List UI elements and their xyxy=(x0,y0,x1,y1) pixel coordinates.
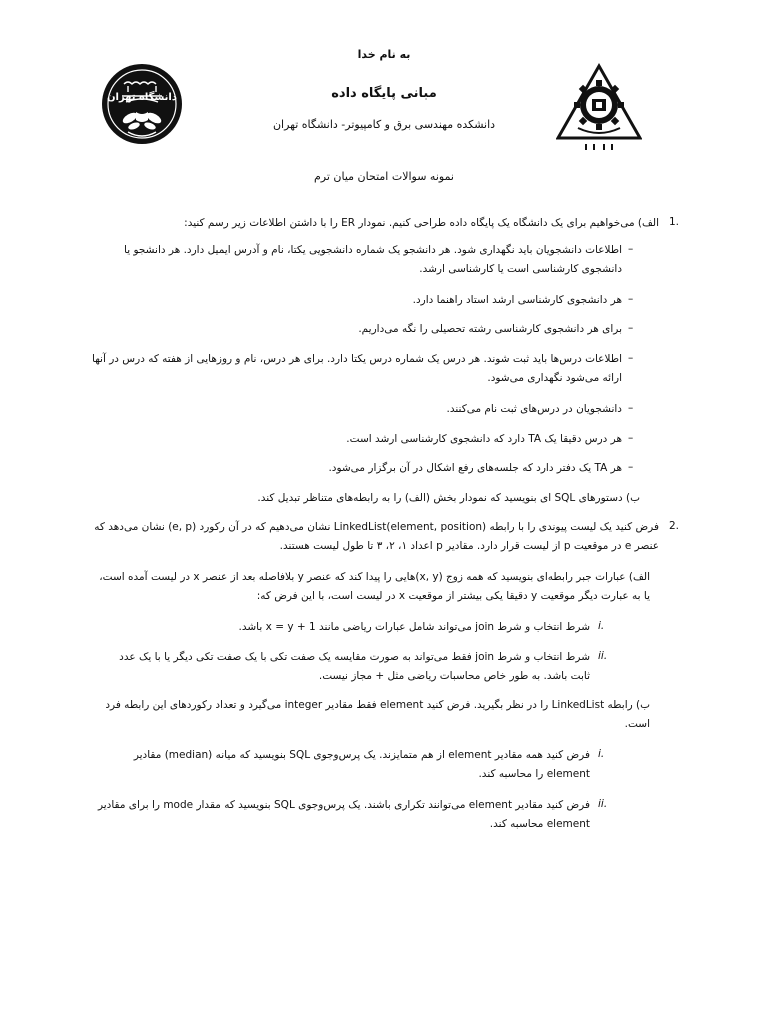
question-2-intro: فرض کنید یک لیست پیوندی را با رابطه LinkedList(element, position) نشان می‌دهیم که در آن رکورد (e, p) نشان می‌دهد که عنصر e در موقعیت p از لیست قرار دارد. مقادیر p اعداد ۱، ۲، ۳ تا طول لیست هستند. xyxy=(94,521,659,552)
q1-item-2: هر دانشجوی کارشناسی ارشد استاد راهنما دارد. xyxy=(412,294,622,306)
q1-item-5: دانشجویان در درس‌های ثبت نام می‌کنند. xyxy=(446,403,622,415)
bullet-dash: – xyxy=(628,322,634,334)
bullet-dash: – xyxy=(628,402,634,414)
q2-a-item-1-label: i. xyxy=(598,620,605,632)
seal-text: دانشگاه تهران xyxy=(107,92,177,103)
q2-part-b: ب) رابطه LinkedList را در نظر بگیرید. فرض کنید element فقط مقادیر integer می‌گیرد و تعداد رکوردهای این رابطه فرد است. xyxy=(105,699,650,730)
basmala-heading: به نام خدا xyxy=(357,48,411,61)
q2-part-a: الف) عبارات جبر رابطه‌ای بنویسید که همه زوج (x, y)هایی را پیدا کند که عنصر y بلافاصله بعد از عنصر x در لیست آمده است، یا به عبارت دیگر موقعیت y دقیقا یکی بیشتر از موقعیت x در لیست است، با این فرض که: xyxy=(99,571,650,602)
question-2-number: 2. xyxy=(669,520,680,532)
bullet-dash: – xyxy=(628,243,634,255)
q1-item-1: اطلاعات دانشجویان باید نگهداری شود. هر دانشجو یک شماره دانشجویی یکتا، نام و آدرس ایمیل دارد. هر دانشجو یا دانشجوی کارشناسی است یا کارشناسی ارشد. xyxy=(124,244,622,275)
q1-item-7: هر TA یک دفتر دارد که جلسه‌های رفع اشکال در آن برگزار می‌شود. xyxy=(328,462,622,474)
q1-item-3: برای هر دانشجوی کارشناسی رشته تحصیلی را نگه می‌داریم. xyxy=(358,323,622,335)
q2-a-item-2-text: شرط انتخاب و شرط join فقط می‌تواند به صورت مقایسه یک صفت تکی با یک صفت تکی دیگر یا با یک عدد ثابت باشد. به طور خاص محاسبات ریاضی مثل + مجاز نیست. xyxy=(119,651,590,682)
faculty-name: دانشکده مهندسی برق و کامپیوتر- دانشگاه تهران xyxy=(272,118,496,131)
q1-item-6: هر درس دقیقا یک TA دارد که دانشجوی کارشناسی ارشد است. xyxy=(346,433,622,445)
question-1-intro: الف) می‌خواهیم برای یک دانشگاه یک پایگاه داده طراحی کنیم. نمودار ER را با داشتن اطلاعات زیر رسم کنید: xyxy=(184,217,659,229)
engineering-gear-logo xyxy=(556,62,642,152)
q2-b-item-2-label: ii. xyxy=(598,798,608,810)
q1-part-b: ب) دستورهای SQL ای بنویسید که نمودار بخش (الف) را به رابطه‌های متناظر تبدیل کند. xyxy=(257,492,640,504)
university-seal-logo xyxy=(100,62,184,146)
q1-item-4: اطلاعات درس‌ها باید ثبت شوند. هر درس یک شماره درس یکتا دارد. برای هر درس، نام و روزهایی از هفته که درس در آنها ارائه می‌شود نگهداری می‌شود. xyxy=(92,353,622,384)
course-title: مبانی پایگاه داده xyxy=(331,86,437,101)
q2-a-item-2-label: ii. xyxy=(598,650,608,662)
q2-b-item-1-text: فرض کنید همه مقادیر element از هم متمایزند. یک پرس‌وجوی SQL بنویسید که میانه (median) مقادیر element را محاسبه کند. xyxy=(133,749,590,780)
bullet-dash: – xyxy=(628,352,634,364)
q2-b-item-1-label: i. xyxy=(598,748,605,760)
bullet-dash: – xyxy=(628,432,634,444)
bullet-dash: – xyxy=(628,461,634,473)
exam-title: نمونه سوالات امتحان میان ترم xyxy=(313,170,454,183)
q2-b-item-2-text: فرض کنید مقادیر element می‌توانند تکراری باشند. یک پرس‌وجوی SQL بنویسید که مقدار mode را برای مقادیر element محاسبه کند. xyxy=(97,799,590,830)
bullet-dash: – xyxy=(628,293,634,305)
question-1-number: 1. xyxy=(669,216,680,228)
q2-a-item-1-text: شرط انتخاب و شرط join می‌تواند شامل عبارات ریاضی مانند x = y + 1 باشد. xyxy=(238,621,590,633)
